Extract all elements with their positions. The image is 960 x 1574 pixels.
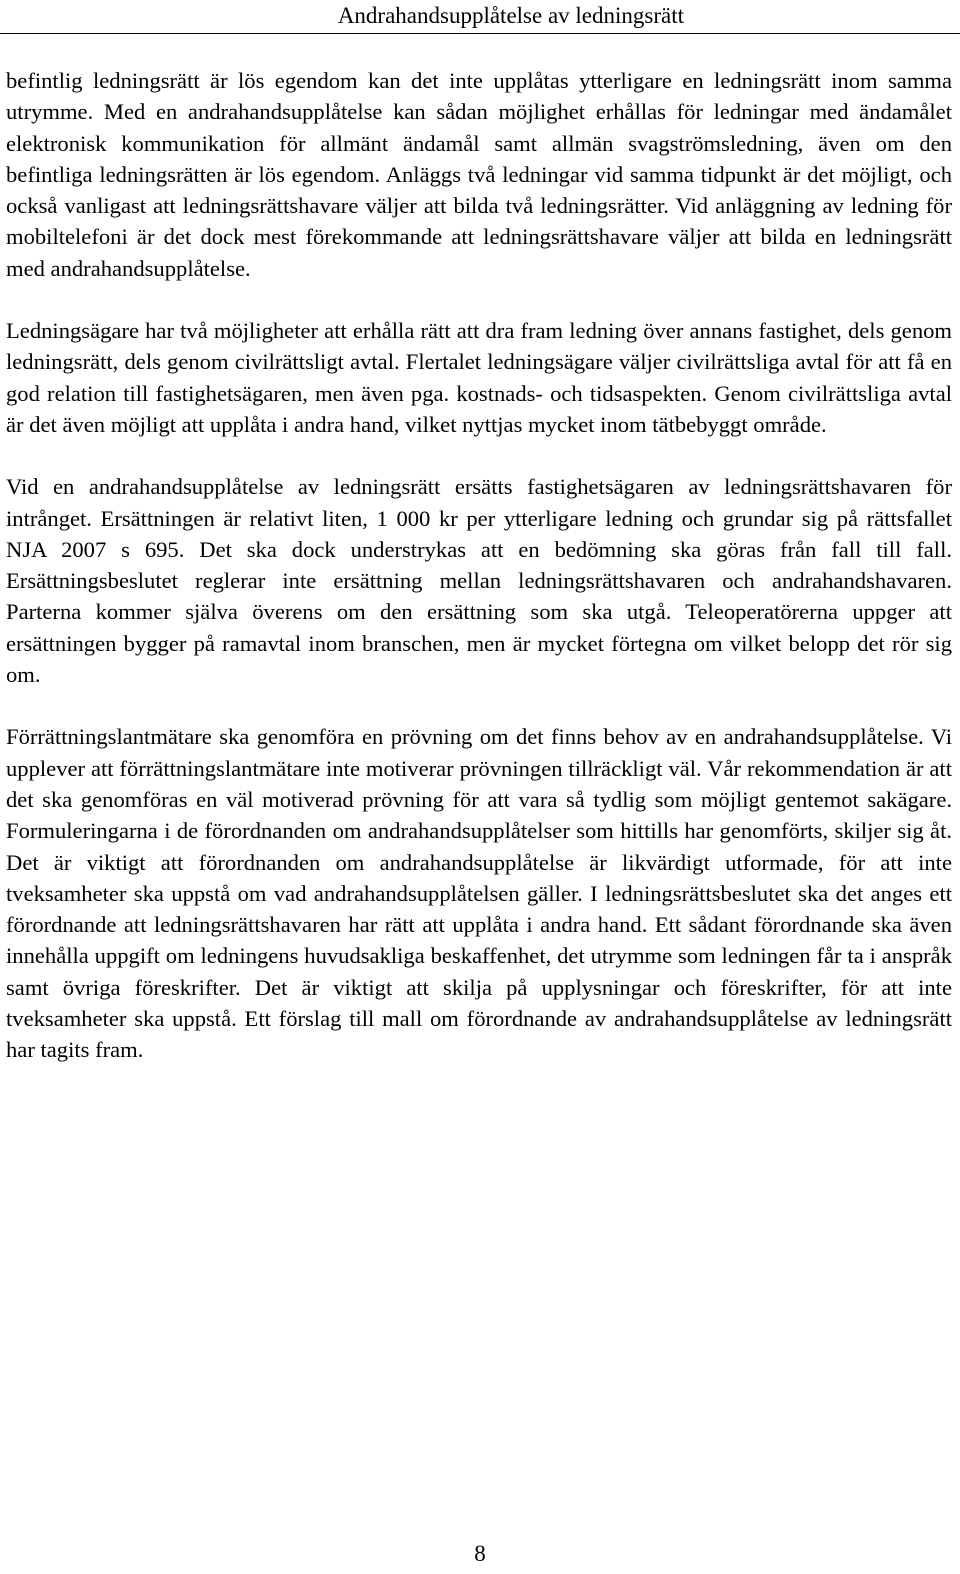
body-paragraph: Förrättningslantmätare ska genomföra en prövning om det finns behov av en andrahandsupplåtelse. Vi upplever att förrättningslantmätare inte motiverar prövningen tillräckligt väl. Vår rekommendation är att det ska genomföras en väl motiverad prövning för att vara så tydlig som möjligt gentemot sakägare. Formuleringarna i de förordnanden om andrahandsupplåtelser som hittills har genomförts, skiljer sig åt. Det är viktigt att förordnanden om andrahandsupplåtelse är likvärdigt utformade, för att inte tveksamheter ska uppstå om vad andrahandsupplåtelsen gäller. I ledningsrättsbeslutet ska det anges ett förordnande att ledningsrättshavaren har rätt att upplåta i andra hand. Ett sådant förordnande ska även innehålla uppgift om ledningens huvudsakliga beskaffenhet, det utrymme som ledningen får ta i anspråk samt övriga föreskrifter. Det är viktigt att skilja på upplysningar och föreskrifter, för att inte tveksamheter ska uppstå. Ett förslag till mall om förordnande av andrahandsupplåtelse av ledningsrätt har tagits fram. [6, 724, 952, 1063]
page-number: 8 [474, 1541, 486, 1566]
running-header [0, 0, 960, 34]
body-paragraph: Vid en andrahandsupplåtelse av ledningsrätt ersätts fastighetsägaren av ledningsrättshavaren för intrånget. Ersättningen är relativt liten, 1 000 kr per ytterligare ledning och grundar sig på rättsfallet NJA 2007 s 695. Det ska dock understrykas att en bedömning ska göras från fall till fall. Ersättningsbeslutet reglerar inte ersättning mellan ledningsrättshavaren och andrahandshavaren. Parterna kommer själva överens om den ersättning som ska utgå. Teleoperatörerna uppger att ersättningen bygger på ramavtal inom branschen, men är mycket förtegna om vilket belopp det rör sig om. [6, 474, 952, 688]
body-paragraph: befintlig ledningsrätt är lös egendom kan det inte upplåtas ytterligare en ledningsrätt inom samma utrymme. Med en andrahandsupplåtelse kan sådan möjlighet erhållas för ledningar med ändamålet elektronisk kommunikation för allmänt ändamål samt allmän svagströmsledning, även om den befintliga ledningsrätten är lös egendom. Anläggs två ledningar vid samma tidpunkt är det möjligt, och också vanligast att ledningsrättshavare väljer att bilda två ledningsrätter. Vid anläggning av ledning för mobiltelefoni är det dock mest förekommande att ledningsrättshavare väljer att bilda en ledningsrätt med andrahandsupplåtelse. [6, 68, 952, 281]
running-header-title: Andrahandsupplåtelse av ledningsrätt [337, 3, 684, 28]
document-body [6, 65, 952, 1097]
body-paragraph: Ledningsägare har två möjligheter att erhålla rätt att dra fram ledning över annans fastighet, dels genom ledningsrätt, dels genom civilrättsligt avtal. Flertalet ledningsägare väljer civilrättsliga avtal för att få en god relation till fastighetsägaren, men även pga. kostnads- och tidsaspekten. Genom civilrättsliga avtal är det även möjligt att upplåta i andra hand, vilket nyttjas mycket inom tätbebyggt område. [6, 318, 952, 437]
